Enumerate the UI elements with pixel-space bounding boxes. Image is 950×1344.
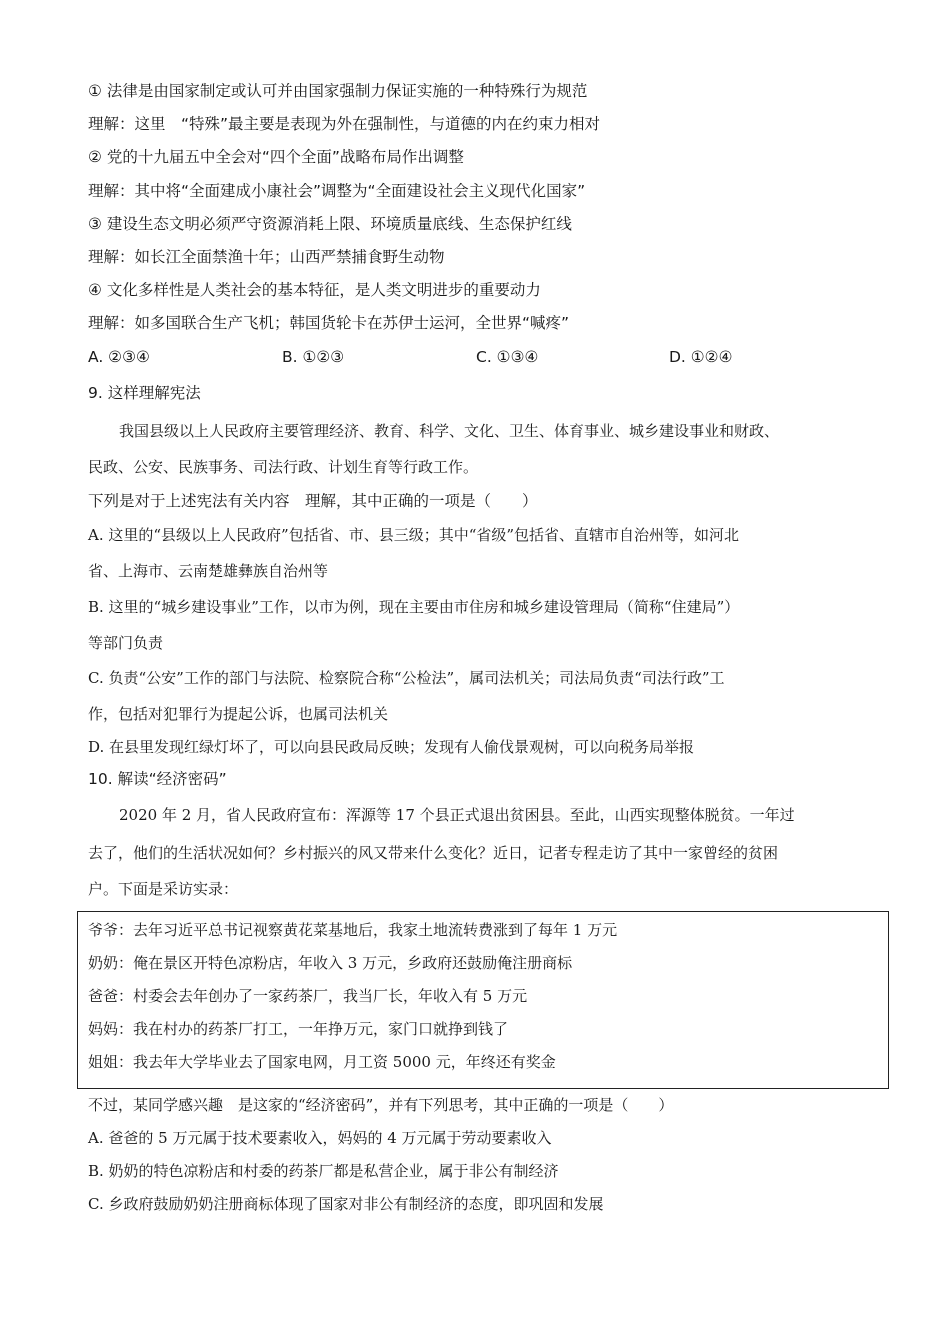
q8-explanation-3: 理解：如长江全面禁渔十年；山西严禁捕食野生动物	[88, 248, 445, 266]
q10-option-b: B. 奶奶的特色凉粉店和村委的药茶厂都是私营企业，属于非公有制经济	[88, 1162, 559, 1180]
q8-option-d: D. ①②④	[669, 348, 733, 366]
q8-statement-3: ③ 建设生态文明必须严守资源消耗上限、环境质量底线、生态保护红线	[88, 215, 572, 233]
interview-grandma: 奶奶：俺在景区开特色凉粉店，年收入 3 万元，乡政府还鼓励俺注册商标	[88, 954, 573, 972]
q8-option-c: C. ①③④	[476, 348, 539, 366]
q9-option-d: D. 在县里发现红绿灯坏了，可以向县民政局反映；发现有人偷伐景观树，可以向税务局举报	[88, 738, 695, 756]
interview-sister: 姐姐：我去年大学毕业去了国家电网，月工资 5000 元，年终还有奖金	[88, 1053, 556, 1071]
q9-option-b-line-1: B. 这里的“城乡建设事业”工作，以市为例，现在主要由市住房和城乡建设管理局（简称“住建局”）	[88, 598, 740, 616]
q9-title: 9. 这样理解宪法	[88, 384, 201, 402]
q8-statement-2: ② 党的十九届五中全会对“四个全面”战略布局作出调整	[88, 148, 464, 166]
q10-passage-line-1: 2020 年 2 月，省人民政府宣布：浑源等 17 个县正式退出贫困县。至此，山西实现整体脱贫。一年过	[119, 806, 795, 824]
q10-option-a: A. 爸爸的 5 万元属于技术要素收入，妈妈的 4 万元属于劳动要素收入	[88, 1129, 552, 1147]
interview-mother: 妈妈：我在村办的药茶厂打工，一年挣万元，家门口就挣到钱了	[88, 1020, 509, 1038]
q8-explanation-2: 理解：其中将“全面建成小康社会”调整为“全面建设社会主义现代化国家”	[88, 182, 586, 200]
q9-option-a-line-1: A. 这里的“县级以上人民政府”包括省、市、县三级；其中“省级”包括省、直辖市自治州等，如河北	[88, 526, 740, 544]
q8-option-a: A. ②③④	[88, 348, 150, 366]
q8-option-b: B. ①②③	[282, 348, 345, 366]
q9-passage-line-1: 我国县级以上人民政府主要管理经济、教育、科学、文化、卫生、体育事业、城乡建设事业和财政、	[119, 422, 780, 440]
q8-explanation-1: 理解：这里 “特殊”最主要是表现为外在强制性，与道德的内在约束力相对	[88, 115, 601, 133]
q9-option-a-line-2: 省、上海市、云南楚雄彝族自治州等	[88, 562, 329, 580]
interview-father: 爸爸：村委会去年创办了一家药茶厂，我当厂长，年收入有 5 万元	[88, 987, 528, 1005]
q8-statement-1: ① 法律是由国家制定或认可并由国家强制力保证实施的一种特殊行为规范	[88, 82, 588, 100]
q9-question: 下列是对于上述宪法有关内容 理解，其中正确的一项是（ ）	[88, 492, 538, 510]
q10-title: 10. 解读“经济密码”	[88, 770, 227, 788]
interview-grandpa: 爷爷：去年习近平总书记视察黄花菜基地后，我家土地流转费涨到了每年 1 万元	[88, 921, 618, 939]
q10-passage-line-2: 去了，他们的生活状况如何？乡村振兴的风又带来什么变化？近日，记者专程走访了其中一家曾经的贫困	[88, 844, 779, 862]
q9-option-c-line-2: 作，包括对犯罪行为提起公诉，也属司法机关	[88, 705, 389, 723]
q8-statement-4: ④ 文化多样性是人类社会的基本特征，是人类文明进步的重要动力	[88, 281, 541, 299]
q9-passage-line-2: 民政、公安、民族事务、司法行政、计划生育等行政工作。	[88, 458, 479, 476]
q9-option-b-line-2: 等部门负责	[88, 634, 164, 652]
q10-option-c: C. 乡政府鼓励奶奶注册商标体现了国家对非公有制经济的态度，即巩固和发展	[88, 1195, 604, 1213]
q9-option-c-line-1: C. 负责“公安”工作的部门与法院、检察院合称“公检法”，属司法机关；司法局负责“司法行政”工	[88, 669, 725, 687]
q10-passage-line-3: 户。下面是采访实录：	[88, 880, 239, 898]
q10-question: 不过，某同学感兴趣 是这家的“经济密码”，并有下列思考，其中正确的一项是（ ）	[88, 1096, 674, 1114]
q8-explanation-4: 理解：如多国联合生产飞机；韩国货轮卡在苏伊士运河，全世界“喊疼”	[88, 314, 570, 332]
